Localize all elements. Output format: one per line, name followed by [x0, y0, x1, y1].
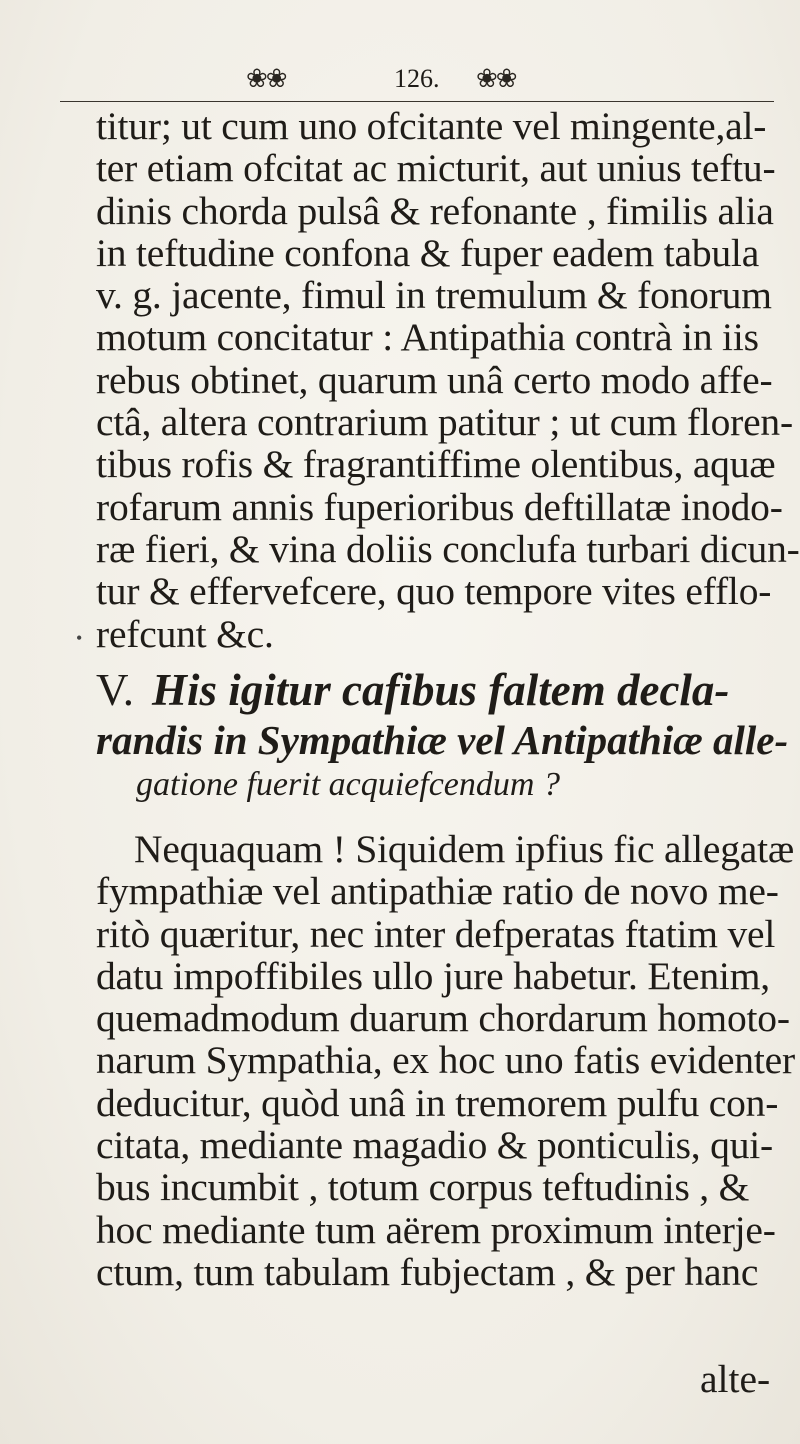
- text-line: tibus rofis & fragrantiffime olentibus, aquæ: [96, 442, 776, 487]
- text-line: deducitur, quòd unâ in tremorem pulfu con-: [96, 1080, 779, 1125]
- text-line: datu impoffibiles ullo jure habetur. Etenim,: [96, 953, 770, 998]
- paragraph-2: [96, 827, 795, 1294]
- text-line: ctum, tum tabulam fubjectam , & per hanc: [96, 1249, 759, 1294]
- section-heading: [96, 665, 789, 805]
- catchword: alte-: [700, 1357, 771, 1401]
- page-number: 126.: [394, 64, 440, 93]
- text-line: [76, 611, 780, 656]
- text-line: tur & effervefcere, quo tempore vites efflo-: [96, 569, 772, 614]
- header-rule: [60, 101, 774, 102]
- text-line: titur; ut cum uno ofcitante vel mingente,al-: [96, 104, 767, 148]
- text-line-content: refcunt &c.: [96, 611, 274, 656]
- heading-line-2: randis in Sympathiæ vel Antipathiæ alle-: [96, 717, 789, 763]
- text-line: hoc mediante tum aërem proximum interje-: [96, 1207, 776, 1252]
- text-line: [96, 827, 795, 871]
- section-number: V.: [96, 665, 134, 715]
- text-line: dinis chorda pulsâ & refonante , fimilis alia: [96, 188, 774, 233]
- text-line: fympathiæ vel antipathiæ ratio de novo me-: [96, 869, 779, 914]
- text-line: [96, 316, 780, 358]
- running-header: [246, 64, 566, 104]
- text-line: citata, mediante magadio & ponticulis, qui-: [96, 1123, 773, 1168]
- ornament-left: ❀❀: [246, 64, 286, 94]
- ornament-right: ❀❀: [476, 64, 516, 94]
- text-line: ter etiam ofcitat ac micturit, aut unius teftu-: [96, 146, 776, 191]
- text-line: v. g. jacente, fimul in tremulum & fonorum: [96, 273, 772, 318]
- text-line: bus incumbit , totum corpus teftudinis , &: [96, 1165, 750, 1210]
- text-line-content: Nequaquam ! Siquidem ipfius fic allegatæ: [134, 827, 795, 871]
- paragraph-1: [76, 104, 800, 656]
- text-line: rofarum annis fuperioribus deftillatæ inodo-: [96, 484, 783, 529]
- text-line-content: motum concitatur : Antipathia contrà in iis: [96, 315, 759, 360]
- text-line: ritò quæritur, nec inter defperatas ftatim vel: [96, 911, 776, 956]
- heading-text: His igitur cafibus faltem decla-: [151, 665, 730, 715]
- heading-line-3: gatione fuerit acquiefcendum ?: [136, 766, 560, 803]
- text-line: quemadmodum duarum chordarum homoto-: [96, 996, 790, 1041]
- margin-mark: •: [76, 627, 83, 648]
- text-line: in teftudine confona & fuper eadem tabula: [96, 230, 760, 275]
- text-line: ræ fieri, & vina doliis conclufa turbari dicun-: [96, 526, 800, 571]
- text-line: narum Sympathia, ex hoc uno fatis evidenter: [96, 1038, 795, 1083]
- heading-line-1: [96, 665, 786, 715]
- text-line: rebus obtinet, quarum unâ certo modo affe-: [96, 357, 773, 402]
- text-line: ctâ, altera contrarium patitur ; ut cum floren-: [96, 400, 793, 445]
